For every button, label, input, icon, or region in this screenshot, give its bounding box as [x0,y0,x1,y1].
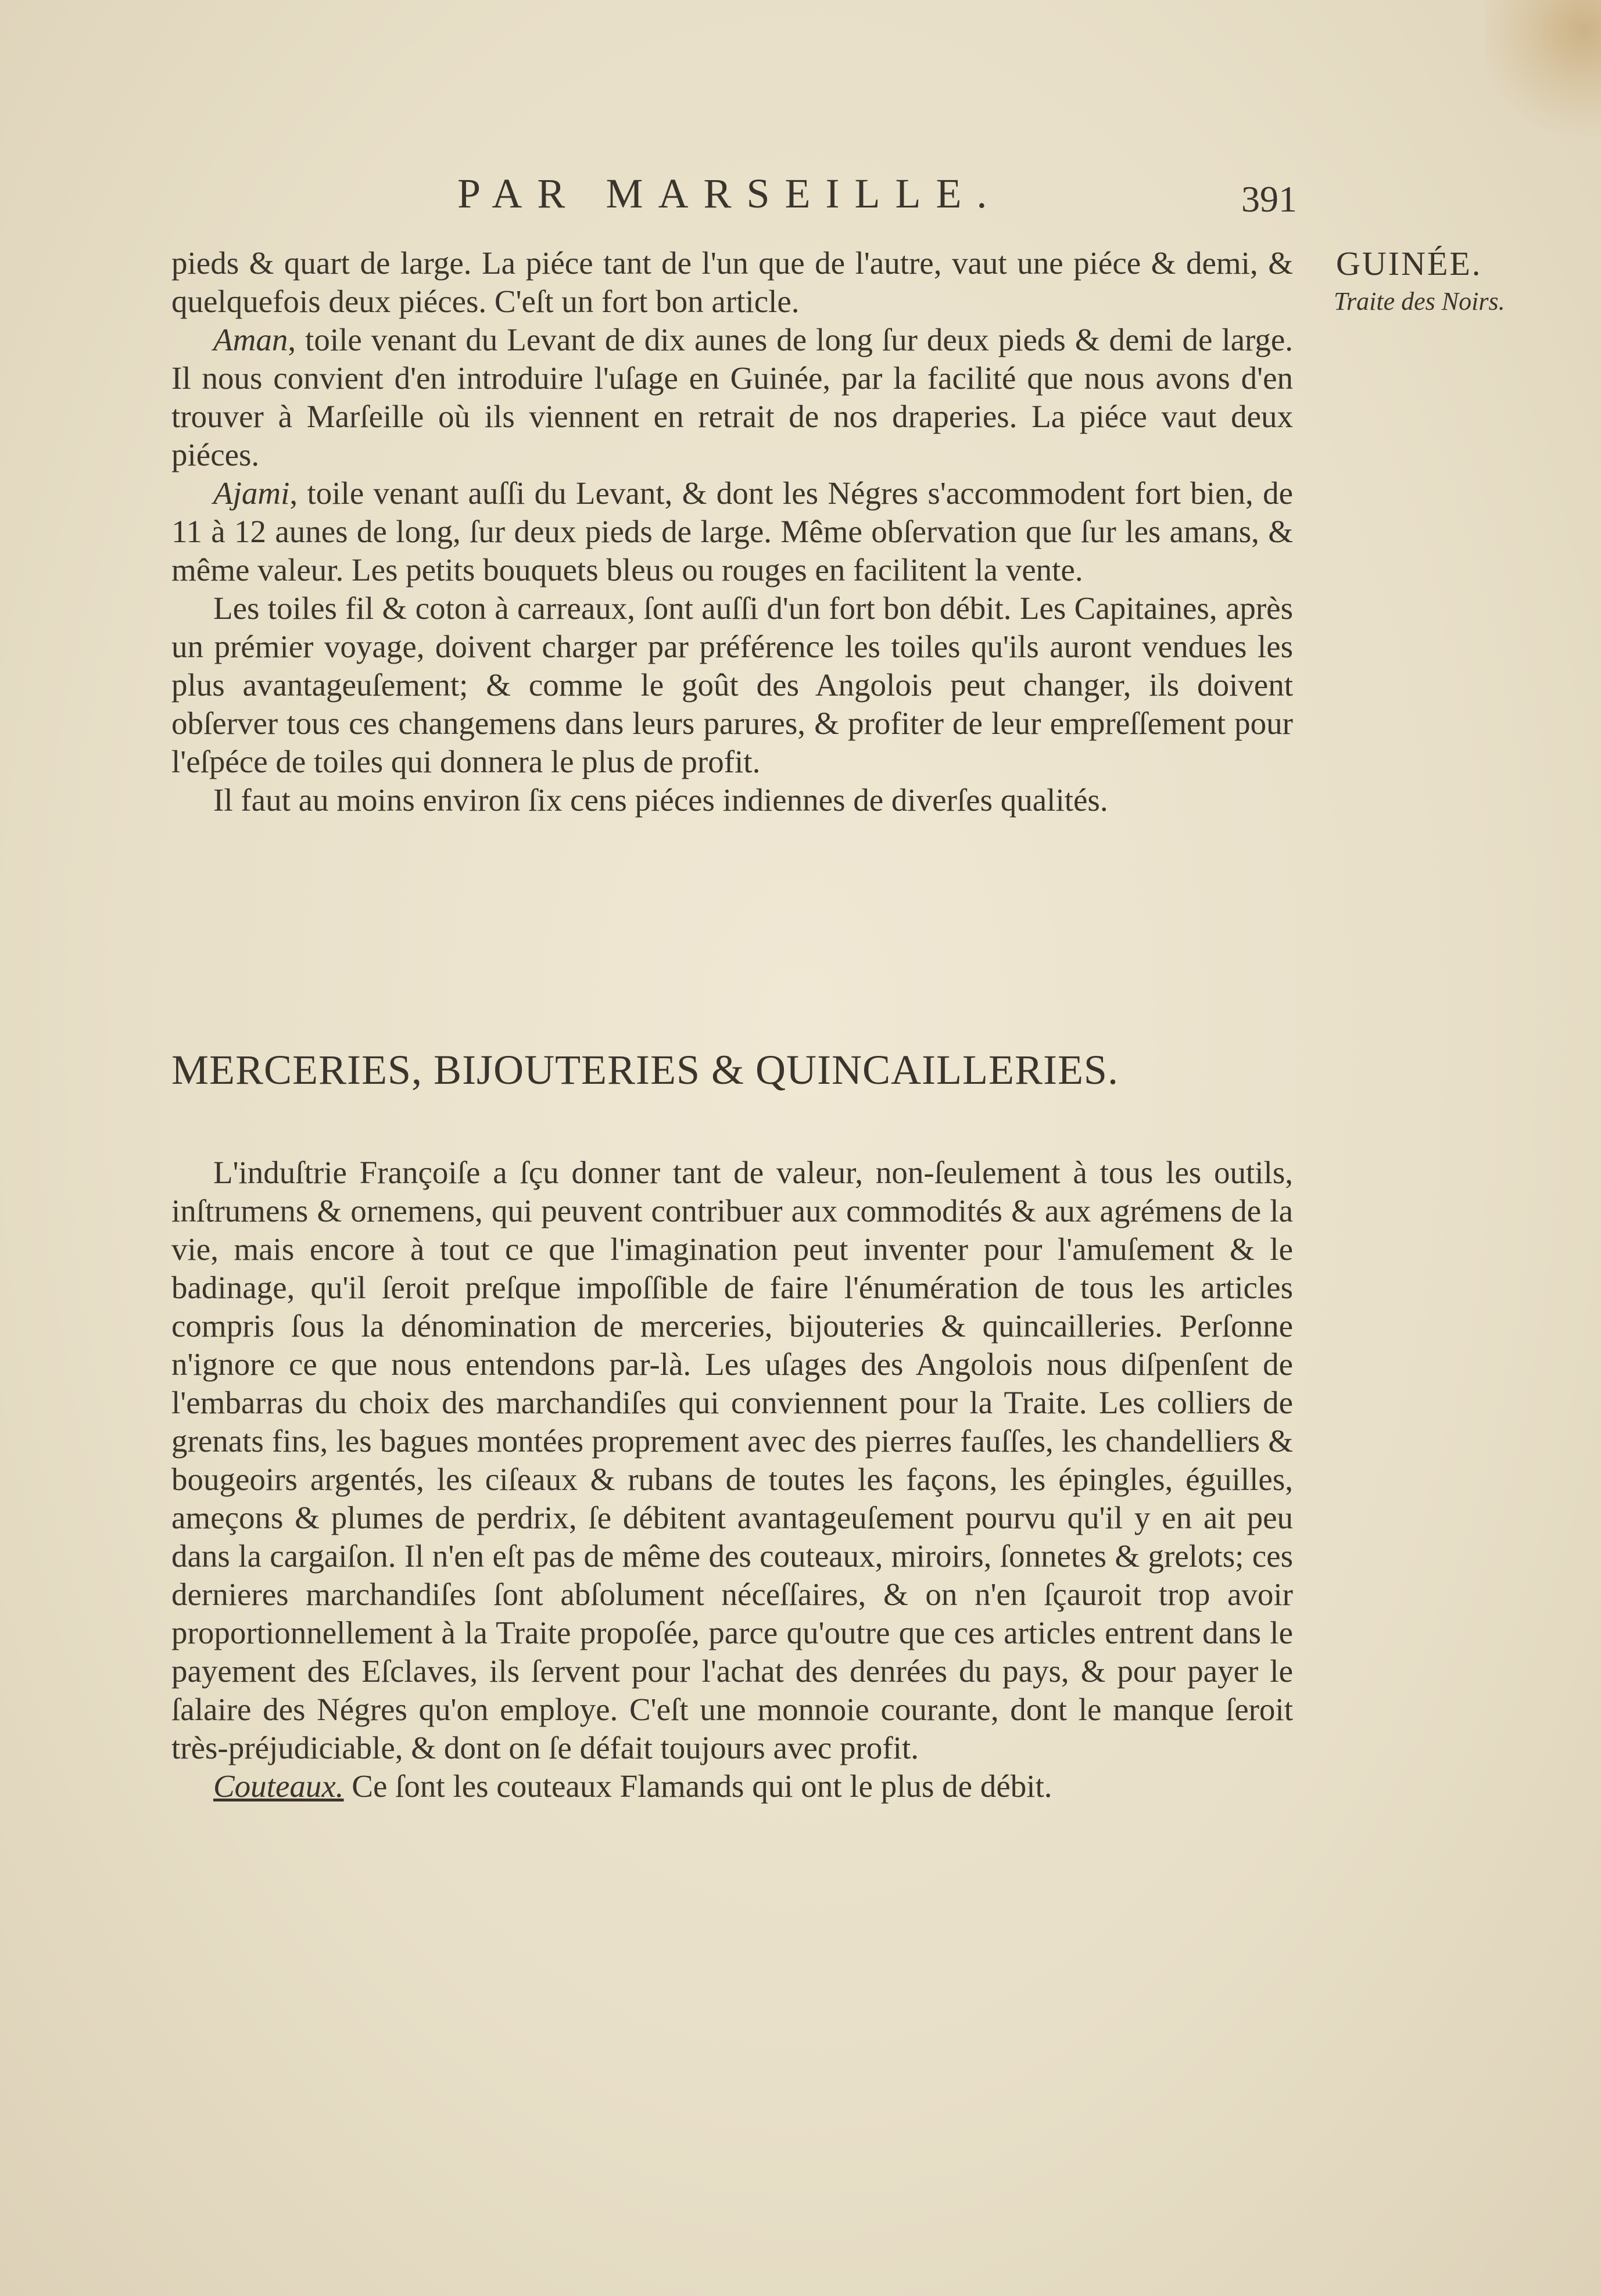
paragraph-couteaux-text: Ce ſont les couteaux Flamands qui ont le plus de débit. [343,1768,1052,1804]
bottom-text-block [171,1154,1293,1806]
paragraph-quantity: Il faut au moins environ ſix cens piéces indiennes de diverſes qualités. [213,782,1108,818]
margin-note [1334,244,1578,316]
paragraph-ajami [171,474,1293,589]
paragraph-aman-text: , toile venant du Levant de dix aunes de long ſur deux pieds & demi de large. Il nous convient d'en introduire l'uſage en Guinée, par la facilité que nous avons d'en trouver à Marſeille où ils viennent en retrait de nos draperies. La piéce vaut deux piéces. [171,322,1293,472]
margin-note-place: GUINÉE. [1336,245,1482,282]
page-number: 391 [1241,178,1297,220]
term-aman: Aman [213,322,288,357]
paragraph-industrie: L'induſtrie Françoiſe a ſçu donner tant de valeur, non-ſeulement à tous les outils, inſtrumens & ornemens, qui peuvent contribuer aux commodités & aux agrémens de la vie, mais encore à tout ce que l'imagination peut inventer pour l'amuſement & le badinage, qu'il ſeroit preſque impoſſible de faire l'énumération de tous les articles compris ſous la dénomination de merceries, bijouteries & quincailleries. Perſonne n'ignore ce que nous entendons par-là. Les uſages des Angolois nous diſpenſent de l'embarras du choix des marchandiſes qui conviennent pour la Traite. Les colliers de grenats fins, les bagues montées proprement avec des pierres fauſſes, les chandelliers & bougeoirs argentés, les ciſeaux & rubans de toutes les façons, les épingles, éguilles, ameçons & plumes de perdrix, ſe débitent avantageuſement pourvu qu'il y en ait peu dans la cargaiſon. Il n'en eſt pas de même des couteaux, miroirs, ſonnetes & grelots; ces dernieres marchandiſes ſont abſolument néceſſaires, & on n'en ſçauroit trop avoir proportionnellement à la Traite propoſée, parce qu'outre que ces articles entrent dans le payement des Eſclaves, ils ſervent pour l'achat des denrées du pays, & pour payer le ſalaire des Négres qu'on employe. C'eſt une monnoie courante, dont le manque ſeroit très-préjudiciable, & dont on ſe défait toujours avec profit. [171,1155,1293,1765]
top-text-block [171,244,1293,819]
margin-note-subtitle: Traite des Noirs. [1334,287,1505,316]
paragraph-ajami-text: , toile venant auſſi du Levant, & dont les Négres s'accommodent fort bien, de 11 à 12 aunes de long, ſur deux pieds de large. Même obſervation que ſur les amans, & même valeur. Les petits bouquets bleus ou rouges en facilitent la vente. [171,475,1293,588]
paragraph-couteaux [171,1767,1293,1806]
page-header [170,170,1309,222]
paragraph-aman [171,321,1293,474]
paragraph-continuation: pieds & quart de large. La piéce tant de l'un que de l'autre, vaut une piéce & demi, & quelquefois deux piéces. C'eſt un fort bon article. [171,245,1293,319]
paper-stain [1485,0,1601,151]
paragraph-toiles: Les toiles fil & coton à carreaux, ſont auſſi d'un fort bon débit. Les Capitaines, après un prémier voyage, doivent charger par préférence les toiles qu'ils auront vendues les plus avantageuſement; & comme le goût des Angolois peut changer, ils doivent obſerver tous ces changemens dans leurs parures, & profiter de leur empreſſement pour l'eſpéce de toiles qui donnera le plus de profit. [171,590,1293,779]
term-couteaux: Couteaux. [213,1768,344,1804]
running-title: PAR MARSEILLE. [457,170,1002,217]
section-heading: MERCERIES, BIJOUTERIES & QUINCAILLERIES. [171,1047,1119,1093]
term-ajami: Ajami [213,475,290,511]
